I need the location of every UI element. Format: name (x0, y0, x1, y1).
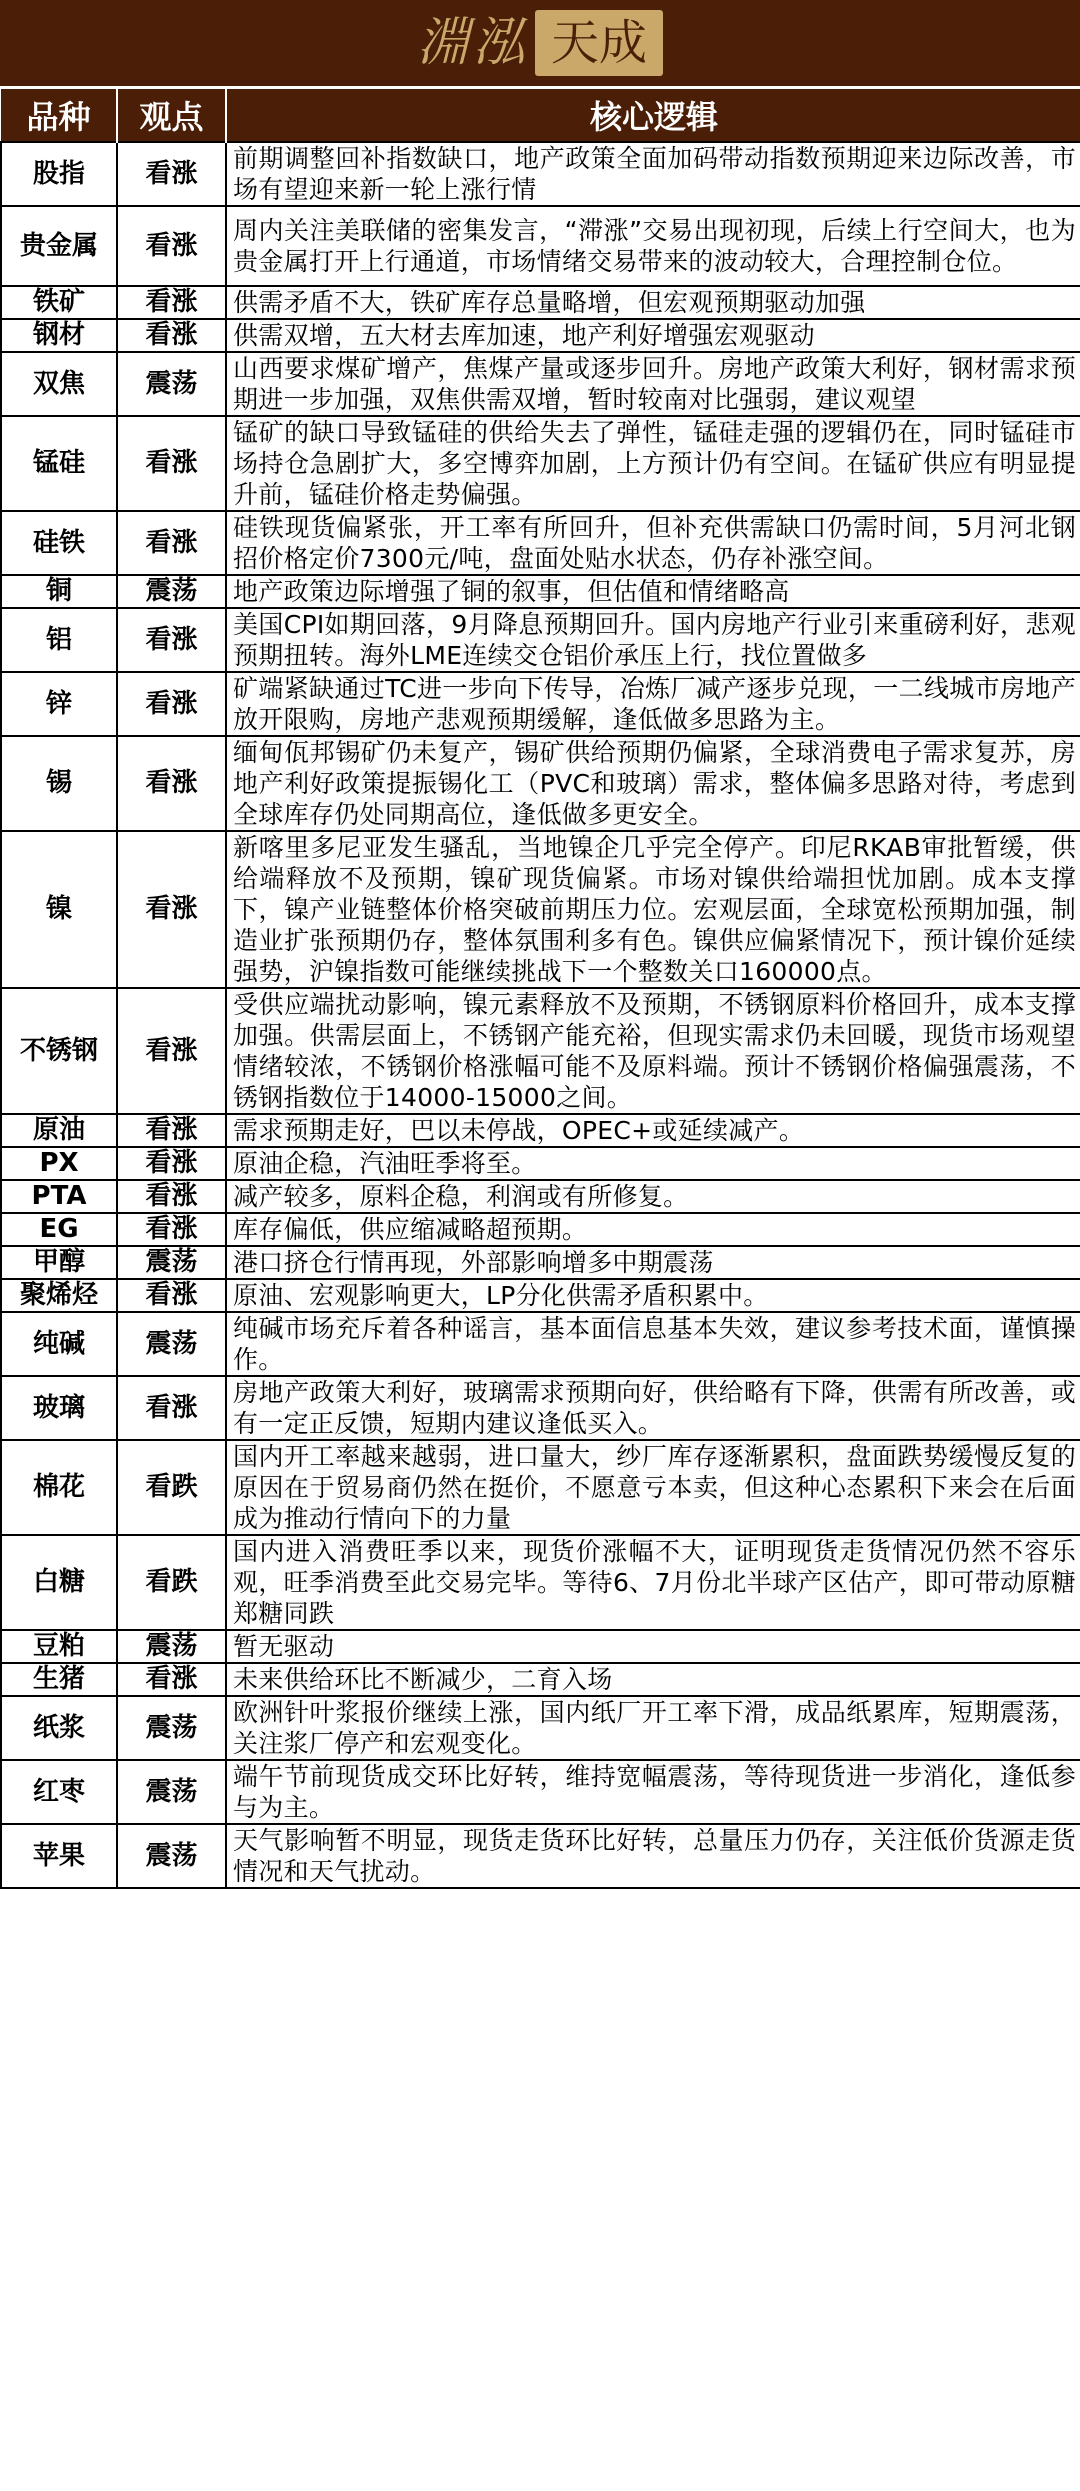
logic-cell: 暂无驱动 (226, 1630, 1080, 1663)
variety-cell: 聚烯烃 (1, 1279, 117, 1312)
variety-cell: 纯碱 (1, 1312, 117, 1376)
logic-cell: 未来供给环比不断减少，二育入场 (226, 1663, 1080, 1696)
variety-cell: 锌 (1, 672, 117, 736)
view-cell: 看涨 (117, 1376, 226, 1440)
logic-cell: 房地产政策大利好，玻璃需求预期向好，供给略有下降，供需有所改善，或有一定正反馈，短期内建议逢低买入。 (226, 1376, 1080, 1440)
table-row (1, 1663, 1080, 1696)
logic-cell: 美国CPI如期回落，9月降息预期回升。国内房地产行业引来重磅利好，悲观预期扭转。海外LME连续交仓铝价承压上行，找位置做多 (226, 608, 1080, 672)
table-row (1, 319, 1080, 352)
view-cell: 看涨 (117, 1147, 226, 1180)
view-cell: 震荡 (117, 1824, 226, 1888)
variety-cell: EG (1, 1213, 117, 1246)
view-cell: 看涨 (117, 988, 226, 1114)
table-row (1, 608, 1080, 672)
logo-script-text: 淵泓 (416, 13, 529, 73)
table-row (1, 416, 1080, 511)
view-cell: 震荡 (117, 575, 226, 608)
logic-cell: 减产较多，原料企稳，利润或有所修复。 (226, 1180, 1080, 1213)
logic-cell: 硅铁现货偏紧张，开工率有所回升，但补充供需缺口仍需时间，5月河北钢招价格定价7300元/吨，盘面处贴水状态，仍存补涨空间。 (226, 511, 1080, 575)
table-row (1, 1180, 1080, 1213)
view-cell: 看涨 (117, 1279, 226, 1312)
table-row (1, 1440, 1080, 1535)
variety-cell: 硅铁 (1, 511, 117, 575)
logic-cell: 锰矿的缺口导致锰硅的供给失去了弹性，锰硅走强的逻辑仍在，同时锰硅市场持仓急剧扩大，多空博弈加剧，上方预计仍有空间。在锰矿供应有明显提升前，锰硅价格走势偏强。 (226, 416, 1080, 511)
view-cell: 看涨 (117, 608, 226, 672)
logic-cell: 山西要求煤矿增产，焦煤产量或逐步回升。房地产政策大利好，钢材需求预期进一步加强，双焦供需双增，暂时较南对比强弱，建议观望 (226, 352, 1080, 416)
view-cell: 震荡 (117, 352, 226, 416)
table-row (1, 1376, 1080, 1440)
logic-cell: 港口挤仓行情再现，外部影响增多中期震荡 (226, 1246, 1080, 1279)
variety-cell: 双焦 (1, 352, 117, 416)
logic-cell: 受供应端扰动影响，镍元素释放不及预期，不锈钢原料价格回升，成本支撑加强。供需层面上，不锈钢产能充裕，但现实需求仍未回暖，现货市场观望情绪较浓，不锈钢价格涨幅可能不及原料端。预计不锈钢价格偏强震荡，不锈钢指数位于14000-15000之间。 (226, 988, 1080, 1114)
logic-cell: 天气影响暂不明显，现货走货环比好转，总量压力仍存，关注低价货源走货情况和天气扰动。 (226, 1824, 1080, 1888)
table-row (1, 1824, 1080, 1888)
logic-cell: 原油、宏观影响更大，LP分化供需矛盾积累中。 (226, 1279, 1080, 1312)
table-row (1, 1535, 1080, 1630)
variety-cell: 红枣 (1, 1760, 117, 1824)
variety-cell: 铁矿 (1, 286, 117, 319)
view-cell: 震荡 (117, 1760, 226, 1824)
view-cell: 震荡 (117, 1246, 226, 1279)
variety-cell: 纸浆 (1, 1696, 117, 1760)
table-row (1, 286, 1080, 319)
table-row (1, 1630, 1080, 1663)
logic-cell: 前期调整回补指数缺口，地产政策全面加码带动指数预期迎来边际改善，市场有望迎来新一轮上涨行情 (226, 142, 1080, 206)
variety-cell: 钢材 (1, 319, 117, 352)
table-header (1, 89, 1080, 142)
table-row (1, 1696, 1080, 1760)
logic-cell: 供需矛盾不大，铁矿库存总量略增，但宏观预期驱动加强 (226, 286, 1080, 319)
view-cell: 看涨 (117, 1213, 226, 1246)
table-row (1, 1760, 1080, 1824)
logic-cell: 库存偏低，供应缩减略超预期。 (226, 1213, 1080, 1246)
logic-cell: 缅甸佤邦锡矿仍未复产，锡矿供给预期仍偏紧，全球消费电子需求复苏，房地产利好政策提振锡化工（PVC和玻璃）需求，整体偏多思路对待，考虑到全球库存仍处同期高位，逢低做多更安全。 (226, 736, 1080, 831)
logic-cell: 国内进入消费旺季以来，现货价涨幅不大，证明现货走货情况仍然不容乐观，旺季消费至此交易完毕。等待6、7月份北半球产区估产，即可带动原糖郑糖同跌 (226, 1535, 1080, 1630)
variety-cell: 原油 (1, 1114, 117, 1147)
table-row (1, 1246, 1080, 1279)
logo-seal-text: 天成 (535, 10, 663, 76)
variety-cell: 生猪 (1, 1663, 117, 1696)
variety-cell: 不锈钢 (1, 988, 117, 1114)
variety-cell: 棉花 (1, 1440, 117, 1535)
variety-cell: 锡 (1, 736, 117, 831)
variety-cell: 股指 (1, 142, 117, 206)
view-cell: 震荡 (117, 1696, 226, 1760)
logic-cell: 供需双增，五大材去库加速，地产利好增强宏观驱动 (226, 319, 1080, 352)
view-cell: 看涨 (117, 206, 226, 286)
variety-cell: 玻璃 (1, 1376, 117, 1440)
header-view: 观点 (117, 89, 226, 142)
view-cell: 看跌 (117, 1440, 226, 1535)
view-cell: 震荡 (117, 1312, 226, 1376)
logic-cell: 端午节前现货成交环比好转，维持宽幅震荡，等待现货进一步消化，逢低参与为主。 (226, 1760, 1080, 1824)
logic-cell: 地产政策边际增强了铜的叙事，但估值和情绪略高 (226, 575, 1080, 608)
table-row (1, 1114, 1080, 1147)
variety-cell: 白糖 (1, 1535, 117, 1630)
view-cell: 看涨 (117, 672, 226, 736)
view-cell: 看涨 (117, 142, 226, 206)
variety-cell: 铜 (1, 575, 117, 608)
header-logic: 核心逻辑 (226, 89, 1080, 142)
variety-cell: 甲醇 (1, 1246, 117, 1279)
logic-cell: 周内关注美联储的密集发言，“滞涨”交易出现初现，后续上行空间大，也为贵金属打开上行通道，市场情绪交易带来的波动较大，合理控制仓位。 (226, 206, 1080, 286)
table-row (1, 672, 1080, 736)
table-row (1, 352, 1080, 416)
table-row (1, 988, 1080, 1114)
view-cell: 看涨 (117, 831, 226, 988)
table-row (1, 206, 1080, 286)
table-row (1, 575, 1080, 608)
view-cell: 震荡 (117, 1630, 226, 1663)
market-view-table (0, 89, 1080, 1889)
table-row (1, 1147, 1080, 1180)
view-cell: 看涨 (117, 511, 226, 575)
logic-cell: 欧洲针叶浆报价继续上涨，国内纸厂开工率下滑，成品纸累库，短期震荡，关注浆厂停产和宏观变化。 (226, 1696, 1080, 1760)
table-row (1, 736, 1080, 831)
logic-cell: 需求预期走好，巴以未停战，OPEC+或延续减产。 (226, 1114, 1080, 1147)
logic-cell: 原油企稳，汽油旺季将至。 (226, 1147, 1080, 1180)
view-cell: 看涨 (117, 1114, 226, 1147)
variety-cell: PTA (1, 1180, 117, 1213)
brand-logo (417, 10, 663, 76)
header-variety: 品种 (1, 89, 117, 142)
variety-cell: PX (1, 1147, 117, 1180)
table-row (1, 831, 1080, 988)
view-cell: 看涨 (117, 1663, 226, 1696)
variety-cell: 铝 (1, 608, 117, 672)
variety-cell: 贵金属 (1, 206, 117, 286)
table-row (1, 1312, 1080, 1376)
table-row (1, 511, 1080, 575)
logic-cell: 纯碱市场充斥着各种谣言，基本面信息基本失效，建议参考技术面，谨慎操作。 (226, 1312, 1080, 1376)
table-body (1, 142, 1080, 1888)
variety-cell: 锰硅 (1, 416, 117, 511)
table-row (1, 1213, 1080, 1246)
view-cell: 看涨 (117, 286, 226, 319)
table-row (1, 1279, 1080, 1312)
view-cell: 看涨 (117, 319, 226, 352)
logic-cell: 矿端紧缺通过TC进一步向下传导，冶炼厂减产逐步兑现，一二线城市房地产放开限购，房地产悲观预期缓解，逢低做多思路为主。 (226, 672, 1080, 736)
logic-cell: 新喀里多尼亚发生骚乱，当地镍企几乎完全停产。印尼RKAB审批暂缓，供给端释放不及预期，镍矿现货偏紧。市场对镍供给端担忧加剧。成本支撑下，镍产业链整体价格突破前期压力位。宏观层面，全球宽松预期加强，制造业扩张预期仍存，整体氛围利多有色。镍供应偏紧情况下，预计镍价延续强势，沪镍指数可能继续挑战下一个整数关口160000点。 (226, 831, 1080, 988)
table-row (1, 142, 1080, 206)
variety-cell: 豆粕 (1, 1630, 117, 1663)
view-cell: 看涨 (117, 736, 226, 831)
variety-cell: 镍 (1, 831, 117, 988)
view-cell: 看跌 (117, 1535, 226, 1630)
view-cell: 看涨 (117, 1180, 226, 1213)
view-cell: 看涨 (117, 416, 226, 511)
banner (0, 0, 1080, 89)
variety-cell: 苹果 (1, 1824, 117, 1888)
logic-cell: 国内开工率越来越弱，进口量大，纱厂库存逐渐累积，盘面跌势缓慢反复的原因在于贸易商仍然在挺价，不愿意亏本卖，但这种心态累积下来会在后面成为推动行情向下的力量 (226, 1440, 1080, 1535)
